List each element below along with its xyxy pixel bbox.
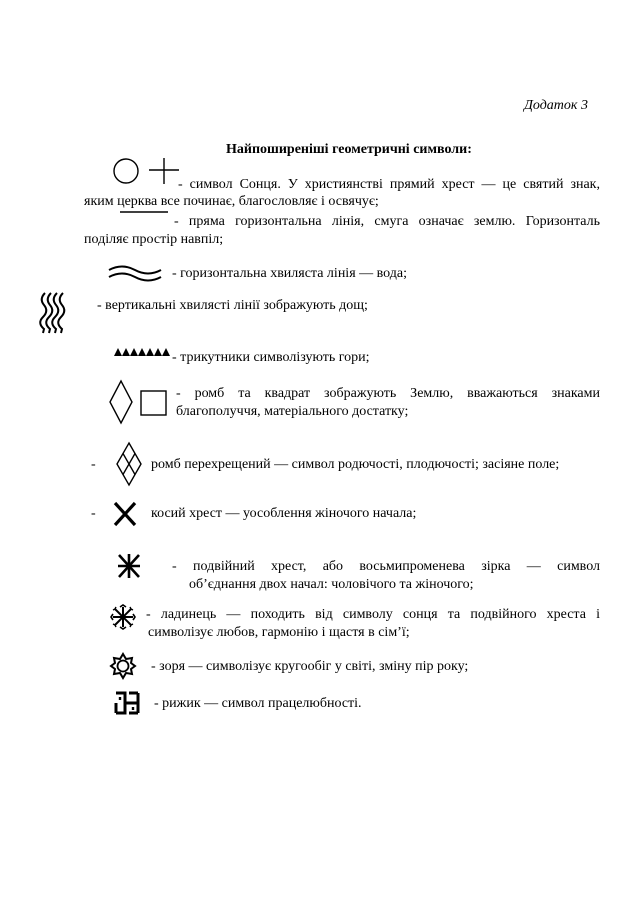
rhombus-and-square-icon [108,380,168,424]
horizontal-wavy-lines-icon [107,263,163,283]
page-title: Найпоширеніші геометричні символи: [226,142,472,157]
feminine-line: косий хрест — уособлення жіночого начала; [151,506,417,521]
oblique-cross-icon [113,501,137,527]
earth-line-line1: - пряма горизонтальна лінія, смуга означає землю. Горизонталь [174,214,600,229]
double-cross-line2: об’єднання двох начал: чоловічого та жіночого; [189,577,474,592]
ryzhyk-line: - рижик — символ працелюбності. [154,696,362,711]
ladynets-line1: - ладинець — походить від символу сонця та подвійного хреста і [146,607,600,622]
ladynets-line2: символізує любов, гармонію і щастя в сім’ї; [148,625,410,640]
horizontal-line-icon [120,209,168,215]
appendix-label: Додаток 3 [524,98,588,113]
sun-symbol-line2: яким церква все починає, благословляє і освячує; [84,194,379,209]
ryzhyk-icon [114,690,140,716]
earth-line-line2: поділяє простір навпіл; [84,232,224,247]
crossed-rhombus-icon [116,442,142,486]
double-cross-line1: - подвійний хрест, або восьмипроменева зірка — символ [172,559,600,574]
zorya-icon [110,653,136,679]
vertical-wavy-lines-icon [38,291,66,335]
zorya-line: - зоря — символізує кругообіг у світі, зміну пір року; [151,659,469,674]
fertility-line: ромб перехрещений — символ родючості, плодючості; засіяне поле; [151,457,560,472]
ladynets-icon [110,604,136,630]
crossed-rhombus-dash: - [91,457,96,472]
double-cross-star-icon [117,553,141,579]
sun-symbol-line1: - символ Сонця. У християнстві прямий хрест — це святий знак, [178,177,600,192]
earth-rhombus-line2: благополуччя, матеріального достатку; [176,404,409,419]
mountains-line: - трикутники символізують гори; [172,350,370,365]
triangles-row-icon [114,348,170,356]
earth-rhombus-line1: - ромб та квадрат зображують Землю, вважаються знаками [176,386,600,401]
rain-line: - вертикальні хвилясті лінії зображують дощ; [97,298,368,313]
water-line: - горизонтальна хвиляста лінія — вода; [172,266,407,281]
oblique-cross-dash: - [91,506,96,521]
circle-and-cross-icon [112,157,182,185]
